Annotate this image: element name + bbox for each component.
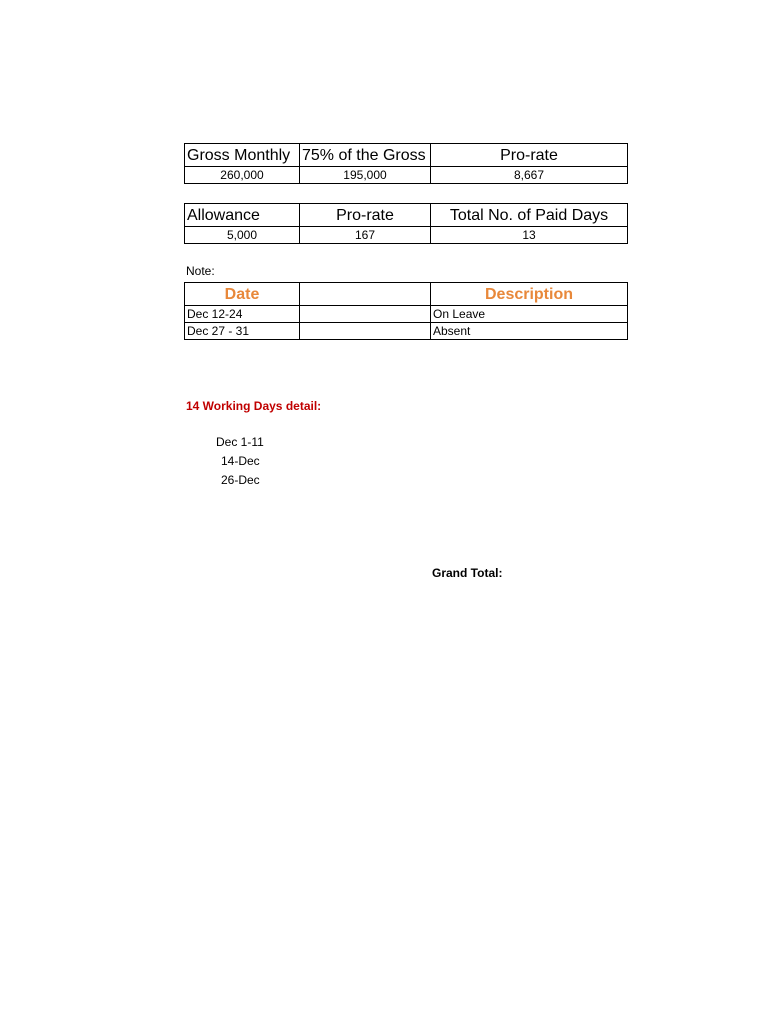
note-description-cell: On Leave bbox=[431, 306, 628, 323]
list-item: 26-Dec bbox=[221, 473, 260, 487]
note-description-cell: Absent bbox=[431, 323, 628, 340]
note-table bbox=[184, 282, 628, 340]
gross-monthly-value: 260,000 bbox=[185, 167, 300, 184]
table-row bbox=[185, 323, 628, 340]
gross-prorate-value: 8,667 bbox=[431, 167, 628, 184]
grand-total-label: Grand Total: bbox=[432, 566, 503, 580]
paid-days-header: Total No. of Paid Days bbox=[431, 204, 628, 227]
allowance-header: Allowance bbox=[185, 204, 300, 227]
allowance-value: 5,000 bbox=[185, 227, 300, 244]
note-blank-cell bbox=[300, 323, 431, 340]
description-header: Description bbox=[431, 283, 628, 306]
list-item: 14-Dec bbox=[221, 454, 260, 468]
note-label: Note: bbox=[186, 264, 215, 278]
gross-75-value: 195,000 bbox=[300, 167, 431, 184]
note-date-cell: Dec 27 - 31 bbox=[185, 323, 300, 340]
allowance-header-row bbox=[185, 204, 628, 227]
gross-monthly-header: Gross Monthly bbox=[185, 144, 300, 167]
note-blank-cell bbox=[300, 306, 431, 323]
allowance-prorate-header: Pro-rate bbox=[300, 204, 431, 227]
allowance-prorate-value: 167 bbox=[300, 227, 431, 244]
working-days-title: 14 Working Days detail: bbox=[186, 399, 322, 413]
list-item: Dec 1-11 bbox=[216, 435, 264, 449]
allowance-value-row bbox=[185, 227, 628, 244]
date-header: Date bbox=[185, 283, 300, 306]
allowance-table bbox=[184, 203, 628, 244]
gross-value-row bbox=[185, 167, 628, 184]
gross-75-header: 75% of the Gross bbox=[300, 144, 431, 167]
gross-table bbox=[184, 143, 628, 184]
note-header-row bbox=[185, 283, 628, 306]
blank-header bbox=[300, 283, 431, 306]
gross-prorate-header: Pro-rate bbox=[431, 144, 628, 167]
note-date-cell: Dec 12-24 bbox=[185, 306, 300, 323]
gross-header-row bbox=[185, 144, 628, 167]
paid-days-value: 13 bbox=[431, 227, 628, 244]
table-row bbox=[185, 306, 628, 323]
